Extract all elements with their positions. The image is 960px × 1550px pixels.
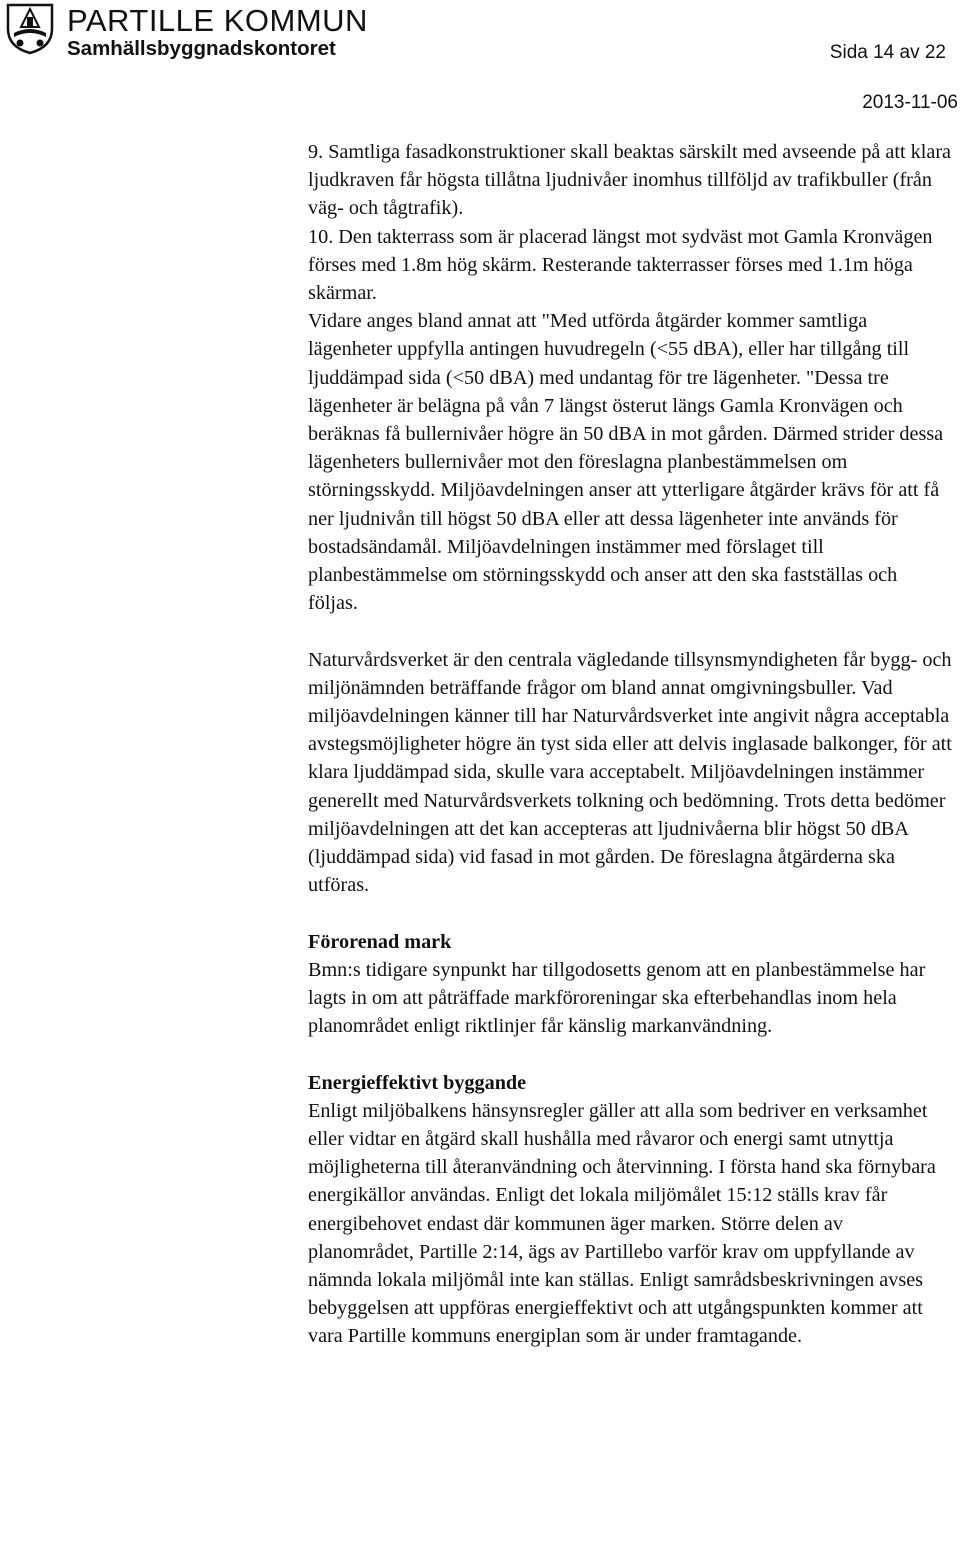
coat-of-arms-icon [6,3,54,55]
list-item-9: 9. Samtliga fasadkonstruktioner skall beaktas särskilt med avseende på att klara ljudkraven får högsta tillåtna ljudnivåer inomhus tillföljd av trafikbuller (från väg- och tågtrafik). [308,141,952,220]
org-name: PARTILLE KOMMUN [67,3,368,38]
paragraph-fororenad-mark: Bmn:s tidigare synpunkt har tillgodosetts genom att en planbestämmelse har lagts in om att påträffade markföroreningar ska efterbehandlas inom hela planområdet enligt riktlinjer får känslig markanvändning. [308,958,926,1038]
department-name: Samhällsbyggnadskontoret [67,37,336,60]
paragraph-energieffektivt: Enligt miljöbalkens hänsynsregler gäller att alla som bedriver en verksamhet eller vidtar en åtgärd skall hushålla med råvaror och energi samt utnyttja möjligheterna till återanvändning och återvinning. I första hand ska förnybara energikällor användas. Enligt det lokala miljömålet 15:12 ställs krav får energibehovet endast där kommunen äger marken. Större delen av planområdet, Partille 2:14, ägs av Partillebo varför krav om uppfyllande av nämnda lokala miljömål inte kan ställas. Enligt samrådsbeskrivningen avses bebyggelsen att uppföras energieffektivt och att utgångspunkten kommer att vara Partille kommuns energiplan som är under framtagande. [308,1099,936,1348]
logo [6,3,386,59]
paragraph-naturvardsverket: Naturvårdsverket är den centrala vägledande tillsynsmyndigheten får bygg- och miljönämnden beträffande frågor om bland annat omgivningsbuller. Vad miljöavdelningen känner till har Naturvårdsverket inte angivit några acceptabla avstegsmöjligheter högre än tyst sida eller att delvis inglasade balkonger, för att klara ljuddämpad sida, skulle vara acceptabelt. Miljöavdelningen instämmer generellt med Naturvårdsverkets tolkning och bedömning. Trots detta bedömer miljöavdelningen att det kan accepteras att ljudnivåerna blir högst 50 dBA (ljuddämpad sida) vid fasad in mot gården. De föreslagna åtgärderna ska utföras. [308,648,952,897]
paragraph-vidare: Vidare anges bland annat att "Med utförda åtgärder kommer samtliga lägenheter uppfylla antingen huvudregeln (<55 dBA), eller har tillgång till ljuddämpad sida (<50 dBA) med undantag för tre lägenheter. "Dessa tre lägenheter är belägna på vån 7 längst österut längs Gamla Kronvägen och beräknas få bullernivåer högre än 50 dBA in mot gården. Därmed strider dessa lägenheters bullernivåer mot den föreslagna planbestämmelsen om störningsskydd. Miljöavdelningen anser att ytterligare åtgärder krävs för att få ner ljudnivån till högst 50 dBA eller att dessa lägenheter inte används för bostadsändamål. Miljöavdelningen instämmer med förslaget till planbestämmelse om störningsskydd och anser att den ska fastställas och följas. [308,310,944,615]
list-item-10: 10. Den takterrass som är placerad längst mot sydväst mot Gamla Kronvägen förses med 1.8m hög skärm. Resterande takterrasser förses med 1.1m höga skärmar. [308,225,933,305]
page-number: Sida 14 av 22 [829,42,946,63]
section-heading-energieffektivt: Energieffektivt byggande [308,1071,527,1094]
section-heading-fororenad-mark: Förorenad mark [308,930,452,953]
document-body [308,138,952,1351]
document-date: 2013-11-06 [862,92,958,113]
